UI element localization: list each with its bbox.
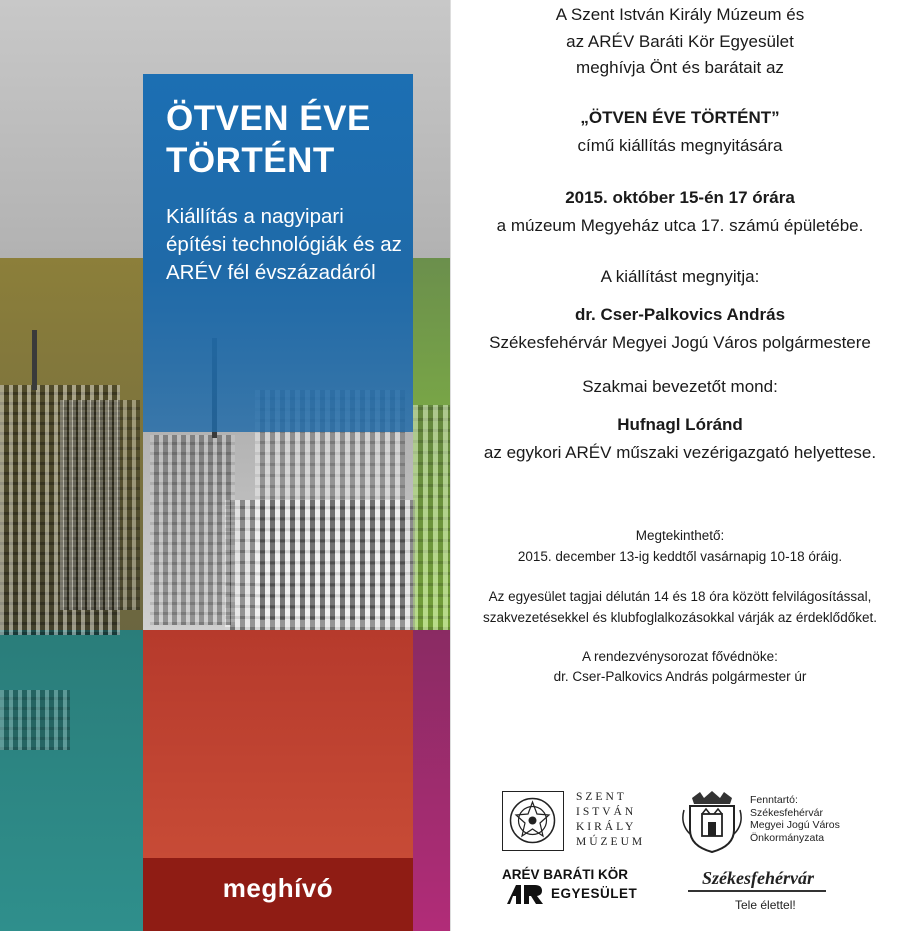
- cover-image: [0, 0, 450, 931]
- viewable-label: Megtekinthető:: [635, 528, 725, 543]
- speaker-title: az egykori ARÉV műszaki vezérigazgató helyettese.: [483, 443, 877, 462]
- city-logo-underline: [688, 890, 826, 892]
- city-logo: Székesfehérvár: [702, 868, 814, 888]
- opener-name: dr. Cser-Palkovics András: [574, 305, 786, 324]
- museum-name-line: KIRÁLY: [576, 821, 637, 833]
- building: [225, 500, 415, 630]
- building: [150, 435, 235, 625]
- building: [413, 405, 450, 630]
- arev-logo-association: EGYESÜLET: [551, 886, 638, 901]
- teal-band: [0, 630, 143, 931]
- cover-title: ÖTVEN ÉVE TÖRTÉNT: [166, 99, 371, 180]
- maintainer-line: Megyei Jogú Város: [750, 819, 840, 831]
- event-date: 2015. október 15-én 17 órára: [565, 188, 795, 207]
- hosts-line: meghívja Önt és barátait az: [576, 58, 784, 77]
- maintainer-line: Önkormányzata: [750, 831, 825, 844]
- patron-name: dr. Cser-Palkovics András polgármester úr: [553, 669, 807, 684]
- patron-label: A rendezvénysorozat fővédnöke:: [582, 649, 778, 664]
- museum-name-line: SZENT: [576, 791, 627, 803]
- members-info: Az egyesület tagjai délután 14 és 18 óra között felvilágosítással,: [488, 589, 872, 604]
- event-venue: a múzeum Megyeház utca 17. számú épületébe.: [496, 216, 864, 235]
- viewable-dates: 2015. december 13-ig keddtől vasárnapig 10-18 óráig.: [517, 549, 843, 564]
- maintainer-info: [750, 794, 900, 844]
- museum-name-line: MÚZEUM: [576, 836, 646, 848]
- arev-logo-icon: [505, 883, 545, 905]
- chimney: [32, 330, 37, 390]
- hosts-line: A Szent István Király Múzeum és: [555, 5, 805, 24]
- city-crest-icon: [682, 790, 742, 854]
- maintainer-line: Székesfehérvár: [750, 806, 823, 819]
- exhibition-subtitle: című kiállítás megnyitására: [577, 136, 783, 155]
- exhibition-title: „ÖTVEN ÉVE TÖRTÉNT”: [580, 108, 780, 127]
- red-band: [143, 630, 413, 858]
- magenta-band: [413, 630, 450, 931]
- opener-title: Székesfehérvár Megyei Jogú Város polgármestere: [489, 333, 871, 352]
- city-slogan: Tele élettel!: [735, 898, 796, 912]
- museum-name-line: ISTVÁN: [576, 806, 637, 818]
- opener-intro: A kiállítást megnyitja:: [600, 267, 760, 286]
- museum-logo-icon: [502, 791, 564, 851]
- museum-name: [576, 790, 686, 850]
- speaker-name: Hufnagl Lóránd: [617, 415, 743, 434]
- maintainer-line: Fenntartó:: [750, 794, 798, 806]
- page-divider: [450, 0, 451, 931]
- hosts-line: az ARÉV Baráti Kör Egyesület: [566, 32, 794, 51]
- cover-subtitle: Kiállítás a nagyipari építési technológiák és az ARÉV fél évszázadáról: [166, 205, 402, 284]
- arev-logo-name: ARÉV BARÁTI KÖR: [502, 867, 629, 882]
- building: [60, 400, 140, 610]
- intro-speech: Szakmai bevezetőt mond:: [582, 377, 778, 396]
- invitation-badge: meghívó: [222, 873, 334, 903]
- building: [0, 690, 70, 750]
- members-info: szakvezetésekkel és klubfoglalkozásokkal várják az érdeklődőket.: [483, 610, 877, 625]
